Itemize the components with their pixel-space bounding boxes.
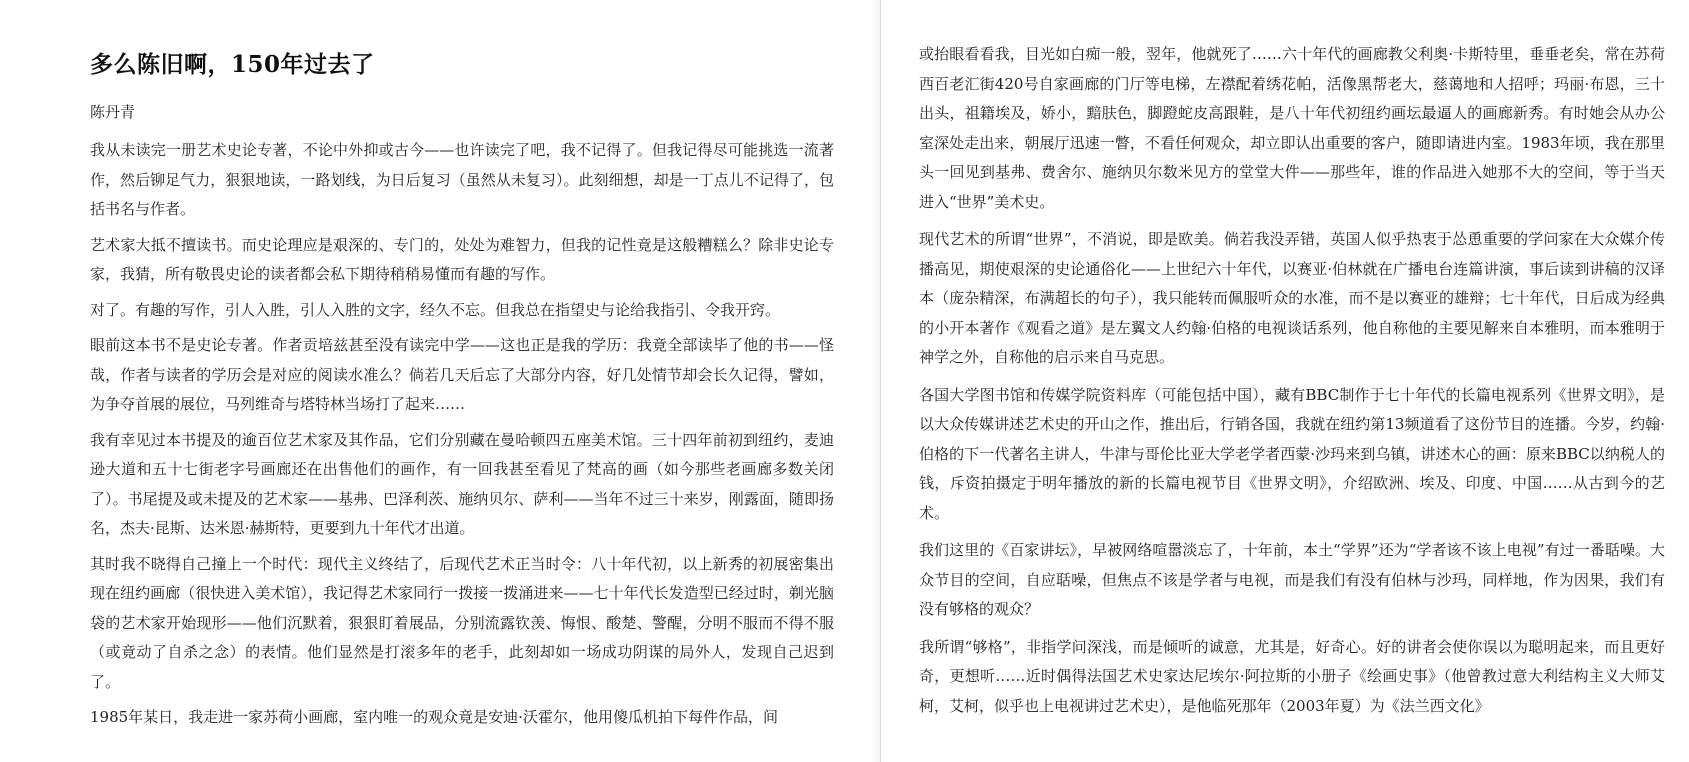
paragraph: 我所谓“够格”，非指学问深浅，而是倾听的诚意，尤其是，好奇心。好的讲者会使你误以为聪明起来，而且更好奇，更想听……近时偶得法国艺术史家达尼埃尔·阿拉斯的小册子《绘画史事》（他曾教过意大利结构主义大师艾柯，艾柯，似乎也上电视讲过艺术史），是他临死那年（2003年夏）为《法兰西文化》 bbox=[919, 637, 1665, 715]
paragraph: 各国大学图书馆和传媒学院资料库（可能包括中国），藏有BBC制作于七十年代的长篇电视系列《世界文明》，是以大众传媒讲述艺术史的开山之作，推出后，行销各国，我就在纽约第13频道看了这份节目的连播。今岁，约翰·伯格的下一代著名主讲人，牛津与哥伦比亚大学老学者西蒙·沙玛来到乌镇，讲述木心的画：原来BBC以纳税人的钱，斥资拍摄定于明年播放的新的长篇电视节目《世界文明》，介绍欧洲、埃及、印度、中国……从古到今的艺术。 bbox=[919, 385, 1665, 522]
paragraph: 我们这里的《百家讲坛》，早被网络喧嚣淡忘了，十年前，本土“学界”还为“学者该不该上电视”有过一番聒噪。大众节目的空间，自应聒噪，但焦点不该是学者与电视，而是我们有没有伯林与沙玛，同样地，作为因果，我们有没有够格的观众？ bbox=[919, 541, 1665, 618]
right-page-content bbox=[919, 40, 1665, 729]
article-author: 陈丹青 bbox=[90, 103, 136, 121]
paragraph: 1985年某日，我走进一家苏荷小画廊，室内唯一的观众竟是安迪·沃霍尔，他用傻瓜机拍下每件作品，间 bbox=[90, 708, 778, 726]
paragraph: 或抬眼看看我，目光如白痴一般，翌年，他就死了……六十年代的画廊教父利奥·卡斯特里，垂垂老矣，常在苏荷西百老汇街420号自家画廊的门厅等电梯，左襟配着绣花帕，活像黑帮老大，慈蔼地和人招呼；玛丽·布恩，三十出头，祖籍埃及，娇小，黯肤色，脚蹬蛇皮高跟鞋，是八十年代初纽约画坛最逼人的画廊新秀。有时她会从办公室深处走出来，朝展厅迅速一瞥，不看任何观众，却立即认出重要的客户，随即请进内室。1983年顷，我在那里头一回见到基弗、费舍尔、施纳贝尔数米见方的堂堂大件——那些年，谁的作品进入她那不大的空间，等于当天进入“世界”美术史。 bbox=[919, 45, 1665, 211]
article-title: 多么陈旧啊，150年过去了 bbox=[90, 51, 375, 78]
page-gutter-shadow bbox=[870, 0, 880, 762]
paragraph: 我有幸见过本书提及的逾百位艺术家及其作品，它们分别藏在曼哈顿四五座美术馆。三十四年前初到纽约，麦迪逊大道和五十七街老字号画廊还在出售他们的画作，有一回我甚至看见了梵高的画（如今那些老画廊多数关闭了）。书尾提及或未提及的艺术家——基弗、巴泽利茨、施纳贝尔、萨利——当年不过三十来岁，刚露面，随即扬名，杰夫·昆斯、达米恩·赫斯特，更要到九十年代才出道。 bbox=[90, 430, 834, 537]
paragraph: 现代艺术的所谓“世界”，不消说，即是欧美。倘若我没弄错，英国人似乎热衷于怂恿重要的学问家在大众媒介传播高见，期使艰深的史论通俗化——上世纪六十年代，以赛亚·伯林就在广播电台连篇讲演，事后读到讲稿的汉译本（庞杂精深，布满超长的句子），我只能转而佩服听众的水准，而不是以赛亚的雄辩；七十年代，日后成为经典的小开本著作《观看之道》是左翼文人约翰·伯格的电视谈话系列，他自称他的主要见解来自本雅明，而本雅明于神学之外，自称他的启示来自马克思。 bbox=[919, 230, 1665, 366]
paragraph: 其时我不晓得自己撞上一个时代：现代主义终结了，后现代艺术正当时令：八十年代初，以上新秀的初展密集出现在纽约画廊（很快进入美术馆），我记得艺术家同行一拨接一拨涌进来——七十年代长发造型已经过时，剃光脑袋的艺术家开始现形——他们沉默着，狠狠盯着展品，分别流露钦羡、悔恨、酸楚、警醒，分明不服而不得不服（或竟动了自杀之念）的表情。他们显然是打滚多年的老手，此刻却如一场成功阴谋的局外人，发现自己迟到了。 bbox=[90, 554, 834, 691]
left-page-content bbox=[90, 38, 834, 739]
page-divider bbox=[880, 0, 881, 762]
paragraph: 眼前这本书不是史论专著。作者贡培兹甚至没有读完中学——这也正是我的学历：我竟全部读毕了他的书——怪哉，作者与读者的学历会是对应的阅读水准么？倘若几天后忘了大部分内容，好几处情节却会长久记得，譬如，为争夺首展的展位，马列维奇与塔特林当场打了起来…… bbox=[90, 336, 834, 413]
paragraph: 艺术家大抵不擅读书。而史论理应是艰深的、专门的，处处为难智力，但我的记性竟是这般糟糕么？除非史论专家，我猜，所有敬畏史论的读者都会私下期待稍稍易懂而有趣的写作。 bbox=[90, 235, 834, 283]
right-page bbox=[884, 0, 1689, 762]
paragraph: 对了。有趣的写作，引人入胜，引人入胜的文字，经久不忘。但我总在指望史与论给我指引、令我开窍。 bbox=[90, 300, 781, 319]
paragraph: 我从未读完一册艺术史论专著，不论中外抑或古今——也许读完了吧，我不记得了。但我记得尽可能挑选一流著作，然后铆足气力，狠狠地读，一路划线，为日后复习（虽然从未复习）。此刻细想，却是一丁点儿不记得了，包括书名与作者。 bbox=[90, 141, 834, 218]
